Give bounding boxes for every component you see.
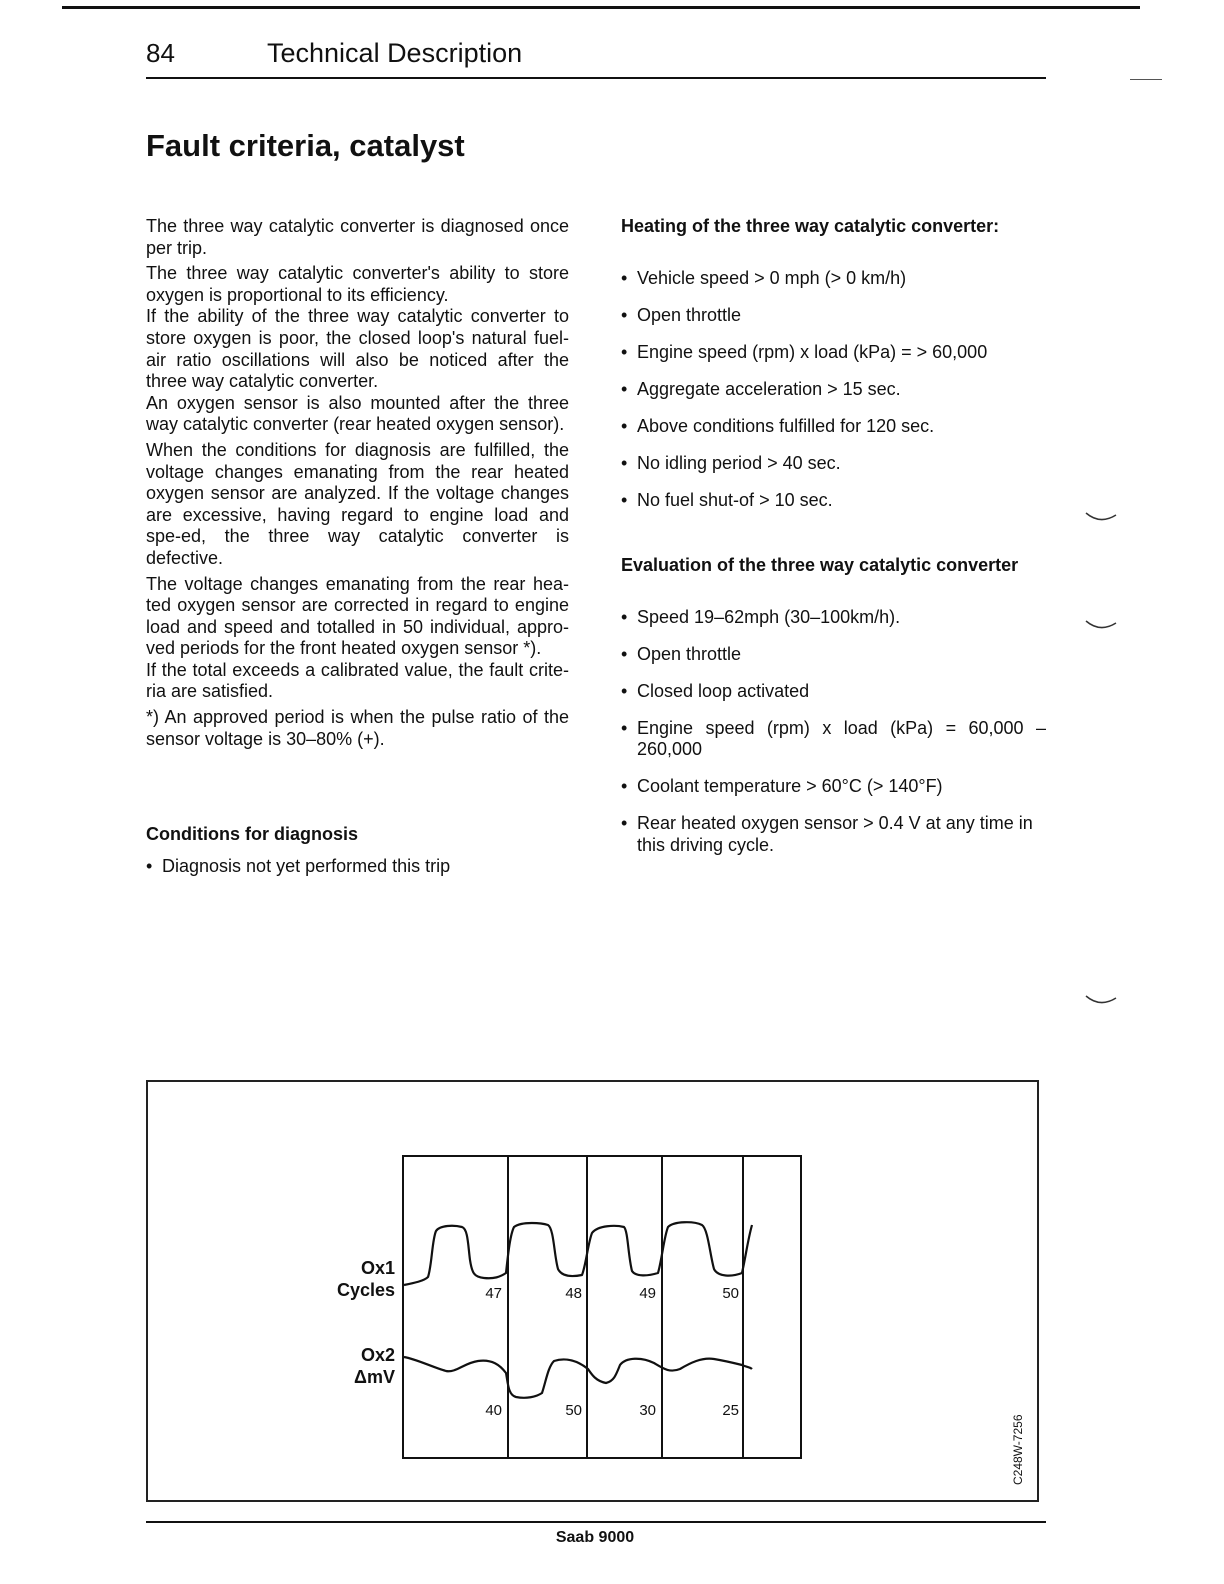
binding-hole-mark [1084, 505, 1120, 525]
ox2-value: 25 [722, 1402, 739, 1419]
list-item: • Above conditions fulfilled for 120 sec. [621, 416, 1046, 438]
ox1-label-line1: Ox1 [360, 1258, 395, 1278]
ox1-label-line2: Cycles [336, 1280, 395, 1300]
ox2-trace [404, 1357, 752, 1398]
figure-code: C248W-7256 [1011, 1414, 1025, 1485]
ox2-label-line2: ΔmV [354, 1367, 395, 1387]
paragraph: The three way catalytic converter is diagnosed once per trip. [146, 216, 569, 258]
left-column [146, 216, 569, 754]
list-item: • Engine speed (rpm) x load (kPa) = 60,000 – 260,000 [621, 718, 1046, 761]
conditions-heading: Conditions for diagnosis [146, 824, 358, 844]
header-rule [146, 77, 1046, 79]
list-item: • Vehicle speed > 0 mph (> 0 km/h) [621, 268, 1046, 290]
ox2-label [315, 1344, 395, 1388]
list-item: • Open throttle [621, 644, 1046, 666]
edge-mark [1130, 79, 1162, 80]
section-title: Technical Description [267, 38, 523, 68]
ox1-trace [404, 1222, 752, 1285]
binding-hole-mark [1084, 615, 1120, 635]
cycle-number: 50 [722, 1285, 739, 1302]
cycle-number: 47 [485, 1285, 502, 1302]
list-item: • No idling period > 40 sec. [621, 453, 1046, 475]
list-item: • No fuel shut-of > 10 sec. [621, 490, 1046, 512]
list-item: • Coolant temperature > 60°C (> 140°F) [621, 776, 1046, 798]
sensor-trace-chart [402, 1155, 804, 1461]
list-item: • Diagnosis not yet performed this trip [146, 856, 566, 878]
list-item: • Speed 19–62mph (30–100km/h). [621, 607, 1046, 629]
paragraph: When the conditions for diagnosis are fulfilled, the voltage changes emanating from the rear heated oxygen sensor are analyzed. If the voltage changes are excessive, having regard to engine load and spe-ed, the three way catalytic converter is defective. [146, 439, 569, 568]
binding-hole-mark [1084, 990, 1120, 1010]
ox2-label-line1: Ox2 [360, 1345, 395, 1365]
ox2-value: 40 [485, 1402, 502, 1419]
page-number: 84 [146, 38, 175, 68]
evaluation-heading: Evaluation of the three way catalytic converter [621, 555, 1019, 576]
right-column [621, 216, 1046, 872]
heating-list [621, 268, 1046, 512]
top-rule [62, 6, 1140, 9]
cycle-number: 48 [565, 1285, 582, 1302]
ox1-label [315, 1257, 395, 1301]
list-item: • Engine speed (rpm) x load (kPa) = > 60,000 [621, 342, 1046, 364]
footnote: *) An approved period is when the pulse ratio of the sensor voltage is 30–80% (+). [146, 707, 569, 749]
footer [0, 1529, 1224, 1547]
evaluation-list [621, 607, 1046, 857]
paragraph: The voltage changes emanating from the rear hea-ted oxygen sensor are corrected in regard to engine load and speed and totalled in 50 individual, appro-ved periods for the front heated oxygen sensor *). [146, 573, 569, 659]
paragraph: If the total exceeds a calibrated value, the fault crite-ria are satisfied. [146, 659, 569, 702]
paragraph: If the ability of the three way catalytic converter to store oxygen is poor, the closed loop's natural fuel-air ratio oscillations will also be noticed after the three way catalytic converter. [146, 306, 569, 392]
ox2-value: 30 [639, 1402, 656, 1419]
ox2-value: 50 [565, 1402, 582, 1419]
list-item: • Closed loop activated [621, 681, 1046, 703]
paragraph: The three way catalytic converter's ability to store oxygen is proportional to its efficiency. [146, 263, 569, 305]
paragraph: An oxygen sensor is also mounted after the three way catalytic converter (rear heated oxygen sensor). [146, 392, 569, 435]
cycle-number: 49 [639, 1285, 656, 1302]
list-item: • Aggregate acceleration > 15 sec. [621, 379, 1046, 401]
list-item: • Open throttle [621, 305, 1046, 327]
conditions-list [146, 856, 566, 893]
page-title: Fault criteria, catalyst [146, 128, 465, 163]
footer-rule [146, 1521, 1046, 1523]
list-item: • Rear heated oxygen sensor > 0.4 V at any time in this driving cycle. [621, 813, 1046, 856]
footer-model: Saab 9000 [555, 1529, 635, 1546]
heating-heading: Heating of the three way catalytic converter: [621, 216, 1000, 236]
chart-frame [403, 1156, 801, 1458]
